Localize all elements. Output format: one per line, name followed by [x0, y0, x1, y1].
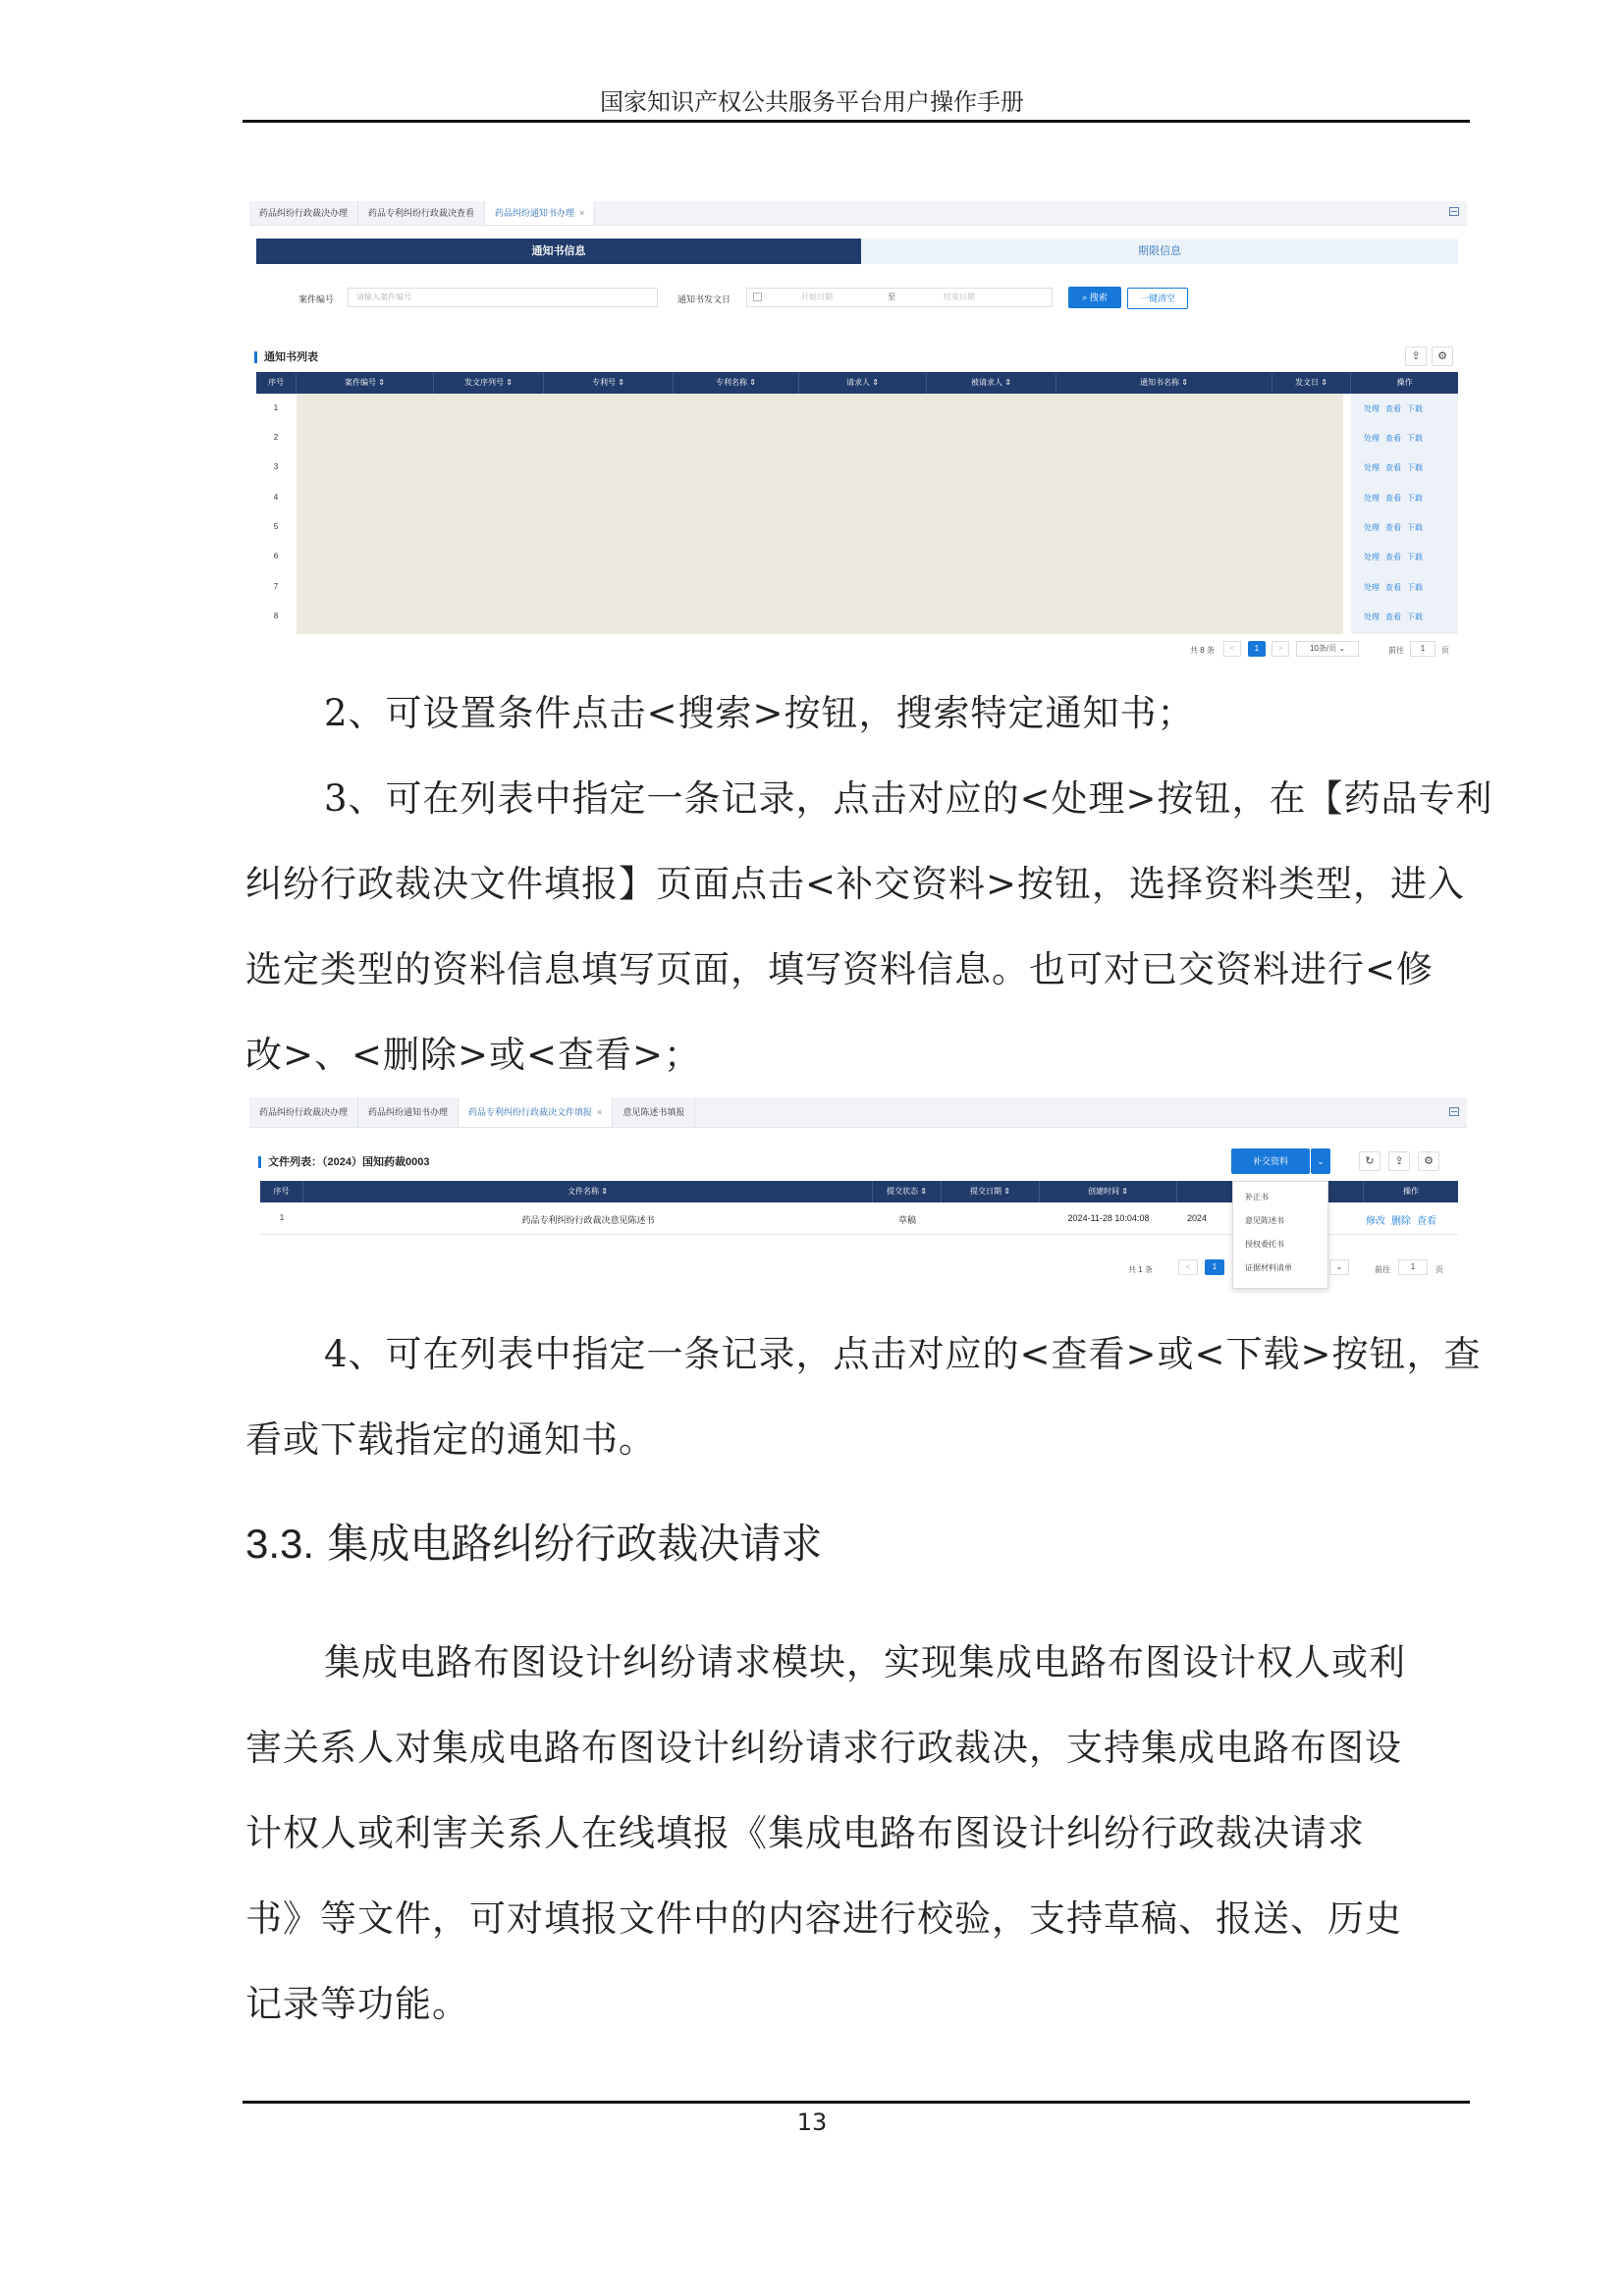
row-index: 1	[273, 403, 279, 412]
pagination-goto-label: 前往	[1388, 646, 1404, 655]
col-patent-number[interactable]: 专利号 ⇕	[544, 372, 674, 394]
col-submit-status[interactable]: 提交状态 ⇕	[873, 1181, 942, 1202]
download-link[interactable]: 下载	[1407, 523, 1423, 532]
tab-drug-dispute-ruling[interactable]: 药品纠纷行政裁决办理	[249, 201, 358, 225]
row-index: 3	[273, 462, 279, 471]
row-actions	[1364, 612, 1429, 622]
row-index: 5	[273, 522, 279, 531]
process-link[interactable]: 处理	[1364, 553, 1380, 561]
view-link[interactable]: 查看	[1417, 1216, 1436, 1227]
col-index: 序号	[256, 372, 297, 394]
search-button[interactable]: ⌕ 搜索	[1068, 287, 1121, 308]
chevron-down-icon: ⌄	[1317, 1156, 1325, 1166]
col-case-number[interactable]: 案件编号 ⇕	[297, 372, 434, 394]
row-actions	[1364, 433, 1429, 444]
pagination-prev[interactable]: <	[1223, 641, 1241, 657]
process-link[interactable]: 处理	[1364, 523, 1380, 532]
case-number-label: 案件编号	[298, 294, 335, 304]
section-title: 集成电路纠纷行政裁决请求	[327, 1520, 823, 1568]
clear-button[interactable]: 一键清空	[1127, 288, 1188, 309]
row-actions	[1366, 1212, 1442, 1227]
row-file-name: 药品专利纠纷行政裁决意见陈述书	[521, 1215, 655, 1225]
pagination-prev[interactable]: <	[1178, 1259, 1198, 1275]
col-patent-name[interactable]: 专利名称 ⇕	[674, 372, 799, 394]
process-link[interactable]: 处理	[1364, 494, 1380, 503]
case-number-input[interactable]: 请输入案件编号	[348, 288, 658, 307]
settings-icon[interactable]: ⚙	[1418, 1151, 1439, 1171]
tab-opinion-statement[interactable]: 意见陈述书填报	[613, 1097, 695, 1127]
download-link[interactable]: 下载	[1407, 613, 1423, 621]
settings-icon[interactable]: ⚙	[1432, 347, 1453, 366]
view-link[interactable]: 查看	[1385, 583, 1401, 592]
pagination-total: 共 1 条	[1128, 1265, 1153, 1274]
tab-drug-patent-ruling-view[interactable]: 药品专利纠纷行政裁决查看	[358, 201, 485, 225]
tab-drug-notice[interactable]: 药品纠纷通知书办理	[358, 1097, 459, 1127]
row-created-time: 2024-11-28 10:04:08	[1067, 1213, 1150, 1223]
search-icon: ⌕	[1082, 293, 1088, 302]
dropdown-item-authorization[interactable]: 授权委托书	[1245, 1240, 1284, 1249]
row-index: 8	[273, 612, 279, 620]
tab-close-icon[interactable]: ×	[597, 1107, 603, 1117]
pagination-page-label: 页	[1435, 1265, 1443, 1274]
row-status: 草稿	[897, 1215, 916, 1225]
tab-bar	[249, 201, 1467, 226]
row-index: 4	[273, 493, 279, 502]
pagination-goto-label: 前往	[1375, 1265, 1390, 1274]
refresh-icon[interactable]: ↻	[1359, 1151, 1380, 1171]
row-actions	[1364, 522, 1429, 533]
date-range-input[interactable]	[746, 288, 1053, 307]
pagination-total: 共 8 条	[1190, 646, 1215, 655]
pagination-goto-input[interactable]: 1	[1410, 641, 1435, 657]
view-link[interactable]: 查看	[1385, 523, 1401, 532]
row-actions	[1364, 493, 1429, 504]
process-link[interactable]: 处理	[1364, 613, 1380, 621]
row-actions	[1364, 462, 1429, 473]
page-size-select[interactable]	[1329, 1259, 1349, 1275]
delete-link[interactable]: 删除	[1391, 1216, 1411, 1227]
row-actions	[1364, 552, 1429, 562]
footer-divider	[243, 2101, 1470, 2104]
screenshot-notice-list	[249, 201, 1467, 665]
date-start-placeholder: 开始日期	[801, 293, 833, 301]
col-created-time[interactable]: 创建时间 ⇕	[1040, 1181, 1177, 1202]
supplement-button[interactable]: 补交资料	[1231, 1148, 1310, 1174]
row-index: 7	[273, 582, 279, 591]
supplement-dropdown-toggle[interactable]	[1311, 1148, 1330, 1174]
export-icon[interactable]: ⇪	[1388, 1151, 1410, 1171]
segment-notice-info[interactable]: 通知书信息	[256, 239, 861, 264]
calendar-icon	[753, 293, 762, 301]
row-index: 2	[273, 433, 279, 442]
supplement-type-dropdown	[1232, 1181, 1328, 1289]
pagination-page-label: 页	[1441, 646, 1449, 655]
process-link[interactable]: 处理	[1364, 583, 1380, 592]
download-link[interactable]: 下载	[1407, 494, 1423, 503]
page-header-title: 国家知识产权公共服务平台用户操作手册	[600, 88, 1024, 116]
col-actions: 操作	[1396, 378, 1413, 387]
view-link[interactable]: 查看	[1385, 613, 1401, 621]
chevron-down-icon: ⌄	[1338, 644, 1346, 653]
edit-link[interactable]: 修改	[1366, 1216, 1385, 1227]
download-link[interactable]: 下载	[1407, 404, 1423, 413]
notice-list-title: 通知书列表	[254, 351, 318, 363]
col-notice-name[interactable]: 通知书名称 ⇕	[1056, 372, 1272, 394]
col-issue-date[interactable]: 发文日 ⇕	[1272, 372, 1351, 394]
view-link[interactable]: 查看	[1385, 434, 1401, 443]
pagination-next[interactable]: >	[1272, 641, 1289, 657]
chevron-down-icon: ⌄	[1335, 1262, 1343, 1271]
download-link[interactable]: 下载	[1407, 553, 1423, 561]
pagination-current[interactable]: 1	[1248, 641, 1266, 657]
col-index: 序号	[260, 1181, 303, 1202]
row-actions	[1364, 582, 1429, 593]
page-size-select[interactable]: 10条/页 ⌄	[1296, 641, 1359, 657]
export-icon[interactable]: ⇪	[1405, 347, 1427, 366]
col-file-name[interactable]: 文件名称 ⇕	[303, 1181, 873, 1202]
table-header	[256, 372, 1458, 394]
section-heading	[245, 1512, 822, 1571]
collapse-icon[interactable]	[1449, 1107, 1459, 1116]
view-link[interactable]: 查看	[1385, 553, 1401, 561]
process-link[interactable]: 处理	[1364, 404, 1380, 413]
download-link[interactable]: 下载	[1407, 583, 1423, 592]
page-number: 13	[796, 2109, 828, 2136]
pagination-goto-input[interactable]: 1	[1398, 1259, 1428, 1275]
redacted-table-area	[297, 394, 1343, 634]
col-actions: 操作	[1403, 1187, 1419, 1196]
view-link[interactable]: 查看	[1385, 404, 1401, 413]
collapse-icon[interactable]	[1449, 207, 1459, 216]
file-list-title: 文件列表：（2024）国知药裁0003	[258, 1156, 429, 1168]
screenshot-file-list	[249, 1097, 1467, 1294]
col-submit-date[interactable]: 提交日期 ⇕	[942, 1181, 1040, 1202]
paragraph-search: 2、可设置条件点击<搜索>按钮，搜索特定通知书；	[324, 692, 1195, 734]
row-index: 6	[273, 552, 279, 561]
col-respondent[interactable]: 被请求人 ⇕	[927, 372, 1056, 394]
view-link[interactable]: 查看	[1385, 494, 1401, 503]
pagination-current[interactable]: 1	[1205, 1259, 1224, 1275]
notice-date-label: 通知书发文日	[677, 294, 731, 304]
col-serial[interactable]: 发文序列号 ⇕	[434, 372, 544, 394]
tab-drug-dispute-ruling[interactable]: 药品纠纷行政裁决办理	[249, 1097, 358, 1127]
process-link[interactable]: 处理	[1364, 434, 1380, 443]
tab-ruling-file-fill[interactable]: 药品专利纠纷行政裁决文件填报 ×	[459, 1097, 613, 1127]
view-link[interactable]: 查看	[1385, 463, 1401, 472]
ops-column-bg	[1351, 394, 1458, 634]
download-link[interactable]: 下载	[1407, 434, 1423, 443]
dropdown-item-correction[interactable]: 补正书	[1245, 1193, 1269, 1201]
paragraph-process: 3、可在列表中指定一条记录，点击对应的<处理>按钮，在【药品专利 纠纷行政裁决文件填报】页面点击<补交资料>按钮，选择资料类型，进入 选定类型的资料信息填写页面，填写资料信息。也可对已交资料进行<修 改>、<删除>或<查看>；	[245, 777, 1493, 1076]
col-requester[interactable]: 请求人 ⇕	[799, 372, 927, 394]
segment-deadline-info[interactable]: 期限信息	[861, 239, 1458, 264]
tab-bar	[249, 1097, 1467, 1128]
paragraph-ic-module: 集成电路布图设计纠纷请求模块，实现集成电路布图设计权人或利 害关系人对集成电路布图设计纠纷请求行政裁决，支持集成电路布图设 计权人或利害关系人在线填报《集成电路布图设计纠纷行政裁决请求 书》等文件，可对填报文件中的内容进行校验，支持草稿、报送、历史 记录等功能。	[245, 1641, 1406, 2025]
date-end-placeholder: 结束日期	[944, 293, 975, 301]
section-number: 3.3.	[245, 1521, 315, 1567]
tab-drug-notice[interactable]: 药品纠纷通知书办理 ×	[485, 201, 595, 225]
row-actions	[1364, 403, 1429, 414]
tab-close-icon[interactable]: ×	[579, 208, 585, 218]
download-link[interactable]: 下载	[1407, 463, 1423, 472]
date-separator: 至	[888, 293, 895, 301]
process-link[interactable]: 处理	[1364, 463, 1380, 472]
paragraph-view-download: 4、可在列表中指定一条记录，点击对应的<查看>或<下载>按钮，查 看或下载指定的通知书。	[245, 1333, 1482, 1461]
row-index: 1	[279, 1213, 285, 1222]
header-divider	[243, 120, 1470, 123]
row-partial-date: 2024	[1187, 1213, 1208, 1223]
dropdown-item-evidence[interactable]: 证据材料清单	[1245, 1263, 1292, 1272]
dropdown-item-opinion[interactable]: 意见陈述书	[1245, 1216, 1284, 1225]
